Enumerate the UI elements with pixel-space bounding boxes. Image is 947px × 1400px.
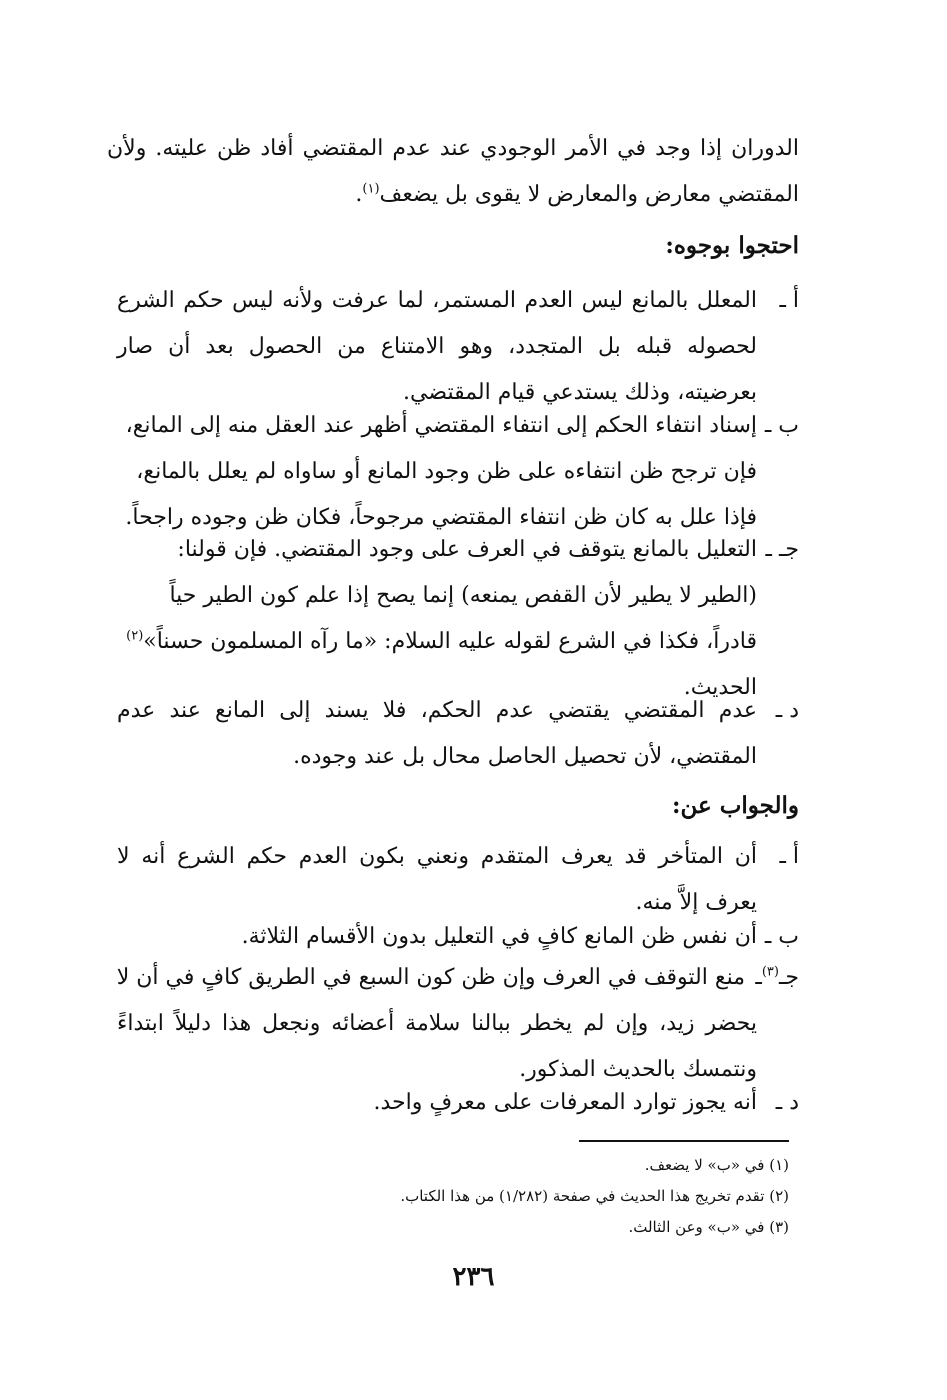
item-marker: د ـ xyxy=(775,1090,799,1115)
intro-line-2 xyxy=(107,172,799,218)
footnote-ref-2: (٢) xyxy=(126,628,144,644)
item-body xyxy=(117,955,757,1093)
item-line: منع التوقف في العرف وإن ظن كون السبع في الطريق كافٍ في أن لا xyxy=(116,965,745,990)
item-body xyxy=(117,1080,757,1126)
item-line: ونتمسك بالحديث المذكور. xyxy=(519,1057,757,1082)
item-line: يحضر زيد، وإن لم يخطر ببالنا سلامة أعضائه ونجعل هذا دليلاً ابتداءً xyxy=(117,1011,757,1036)
item-line: الحديث. xyxy=(683,675,757,700)
item-marker: أ ـ xyxy=(779,288,799,313)
item-line: التعليل بالمانع يتوقف في العرف على وجود المقتضي. فإن قولنا: xyxy=(177,537,757,562)
argument-item-a xyxy=(99,278,799,416)
footnote-2: (٢) تقدم تخريج هذا الحديث في صفحة (١/٢٨٢) من هذا الكتاب. xyxy=(400,1187,789,1205)
footnote-ref-1: (١) xyxy=(362,181,380,197)
intro-line-1: الدوران إذا وجد في الأمر الوجودي عند عدم المقتضي أفاد ظن عليته. ولأن xyxy=(107,136,799,161)
answer-item-j xyxy=(99,955,799,1093)
item-body xyxy=(117,688,757,780)
item-line: (الطير لا يطير لأن القفص يمنعه) إنما يصح إذا علم كون الطير حياً xyxy=(169,583,757,608)
item-marker: د ـ xyxy=(775,698,799,723)
intro-paragraph xyxy=(107,126,799,218)
item-line: المقتضي، لأن تحصيل الحاصل محال بل عند وجوده. xyxy=(293,744,757,769)
item-line: بعرضيته، وذلك يستدعي قيام المقتضي. xyxy=(403,380,757,405)
item-line: فإذا علل به كان ظن انتفاء المقتضي مرجوحاً، فكان ظن وجوده راجحاً. xyxy=(125,505,757,530)
footnote-ref-3: (٣) xyxy=(761,964,779,980)
argument-item-j xyxy=(99,527,799,711)
item-body xyxy=(117,403,757,541)
answer-item-b xyxy=(99,914,799,960)
item-line: لحصوله قبله بل المتجدد، وهو الامتناع من الحصول بعد أن صار xyxy=(117,334,757,359)
item-marker: ب ـ xyxy=(764,413,799,438)
item-line: المعلل بالمانع ليس العدم المستمر، لما عرفت ولأنه ليس حكم الشرع xyxy=(117,288,757,313)
answer-item-a xyxy=(99,834,799,926)
section-heading-arguments: احتجوا بوجوه: xyxy=(665,232,799,259)
item-body xyxy=(117,914,757,960)
item-line: أنه يجوز توارد المعرفات على معرفٍ واحد. xyxy=(373,1090,757,1115)
item-marker-text: جـ xyxy=(778,965,799,990)
item-marker: جـ ـ xyxy=(765,537,799,562)
page-number: ٢٣٦ xyxy=(452,1262,495,1292)
argument-item-b xyxy=(99,403,799,541)
footnote-3: (٣) في «ب» وعن الثالث. xyxy=(628,1218,789,1236)
item-marker-tail: ـ xyxy=(755,965,762,990)
intro-line-2-text: المقتضي معارض والمعارض لا يقوى بل يضعف xyxy=(379,182,799,207)
intro-line-2-end: . xyxy=(355,182,363,207)
item-line: أن المتأخر قد يعرف المتقدم ونعني بكون العدم حكم الشرع أنه لا xyxy=(117,844,757,869)
footnote-separator xyxy=(579,1140,789,1142)
item-line: أن نفس ظن المانع كافٍ في التعليل بدون الأقسام الثلاثة. xyxy=(241,924,757,949)
item-body xyxy=(117,527,757,711)
item-line: عدم المقتضي يقتضي عدم الحكم، فلا يسند إلى المانع عند عدم xyxy=(117,698,757,723)
answer-item-d xyxy=(99,1080,799,1126)
item-line xyxy=(117,619,757,665)
item-marker: ب ـ xyxy=(764,924,799,949)
item-line: فإن ترجح ظن انتفاءه على ظن وجود المانع أو ساواه لم يعلل بالمانع، xyxy=(136,459,757,484)
item-line: إسناد انتفاء الحكم إلى انتفاء المقتضي أظهر عند العقل منه إلى المانع، xyxy=(125,413,757,438)
item-body xyxy=(117,834,757,926)
item-marker xyxy=(745,955,799,1001)
item-line: يعرف إلاَّ منه. xyxy=(635,890,757,915)
footnote-1: (١) في «ب» لا يضعف. xyxy=(644,1156,789,1174)
item-line-text: قادراً، فكذا في الشرع لقوله عليه السلام: «ما رآه المسلمون حسناً» xyxy=(143,629,757,654)
footnotes xyxy=(229,1150,789,1243)
item-marker: أ ـ xyxy=(779,844,799,869)
item-body xyxy=(117,278,757,416)
section-heading-answers: والجواب عن: xyxy=(671,792,799,819)
argument-item-d xyxy=(99,688,799,780)
